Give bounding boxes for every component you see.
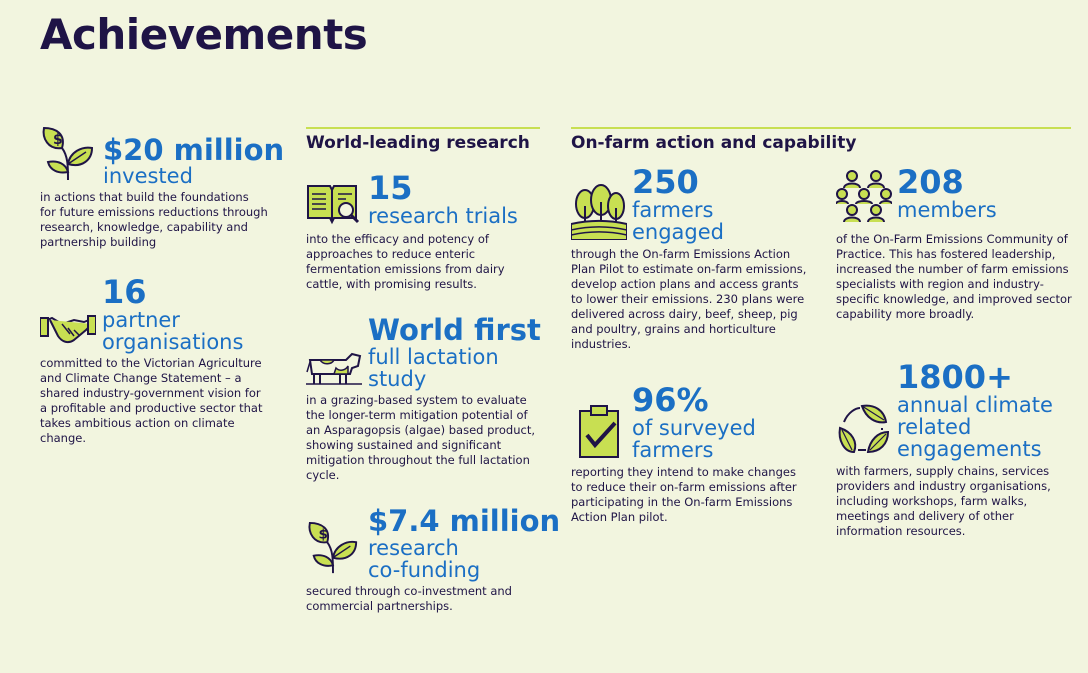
onfarm-section-rule	[571, 127, 1071, 129]
cofunding-label-2: co-funding	[368, 558, 481, 582]
partners-value: 16	[102, 273, 147, 311]
onfarm-section-title: On-farm action and capability	[571, 133, 857, 153]
invested-value: $20 million	[103, 133, 285, 167]
cofunding-value: $7.4 million	[368, 504, 561, 538]
partners-label-2: organisations	[102, 330, 244, 354]
engagements-value: 1800+	[897, 358, 1013, 396]
farmers-label-1: farmers	[632, 198, 714, 222]
partners-description: committed to the Victorian Agriculture and Climate Change Statement – a shared industry-government vision for a profitable and productive sector that takes ambitious action on climate change.	[40, 356, 263, 445]
handshake-icon	[40, 310, 96, 350]
clipboard-check-icon	[577, 403, 621, 459]
trials-value: 15	[368, 169, 413, 207]
lactation-description: in a grazing-based system to evaluate the longer-term mitigation potential of an Asparagopsis (algae) based product, showing sustained and significant mitigation throughout the full lactation cycle.	[306, 393, 535, 482]
invested-label: invested	[103, 164, 193, 188]
engagements-label-2: related	[897, 415, 972, 439]
farmers-description: through the On-farm Emissions Action Plan Pilot to estimate on-farm emissions, develop action plans and access grants to lower their emissions. 230 plans were delivered across dairy, beef, sheep, pig and poultry, grains and horticulture industries.	[571, 247, 807, 351]
research-section-rule	[306, 127, 540, 129]
lactation-label-1: full lactation	[368, 345, 499, 369]
surveyed-label-2: farmers	[632, 438, 714, 462]
people-group-icon	[836, 170, 892, 224]
invested-description: in actions that build the foundations for future emissions reductions through research, knowledge, capability and partnership building	[40, 190, 268, 249]
leaves-cycle-icon	[836, 402, 890, 456]
engagements-label-3: engagements	[897, 437, 1042, 461]
cow-icon	[306, 350, 362, 386]
members-description: of the On-Farm Emissions Community of Practice. This has fostered leadership, increased the number of farm emissions specialists with region and industry-specific knowledge, and improved sector capability more broadly.	[836, 232, 1072, 321]
engagements-description: with farmers, supply chains, services providers and industry organisations, including workshops, farm walks, meetings and delivery of other information resources.	[836, 464, 1051, 538]
members-label: members	[897, 198, 997, 222]
partners-label-1: partner	[102, 308, 180, 332]
cofunding-label-1: research	[368, 536, 459, 560]
money-plant-icon	[40, 126, 96, 182]
surveyed-value: 96%	[632, 381, 709, 419]
svg-text:$: $	[53, 132, 63, 148]
book-magnifier-icon	[306, 182, 360, 226]
farmers-value: 250	[632, 163, 699, 201]
svg-text:$: $	[318, 526, 328, 543]
page-title: Achievements	[40, 10, 368, 59]
engagements-label-1: annual climate	[897, 393, 1053, 417]
farmers-label-2: engaged	[632, 220, 725, 244]
trials-label: research trials	[368, 204, 518, 228]
research-section-title: World-leading research	[306, 133, 530, 153]
lactation-label-2: study	[368, 367, 427, 391]
members-value: 208	[897, 163, 964, 201]
cofunding-description: secured through co-investment and commercial partnerships.	[306, 584, 512, 613]
lactation-value: World first	[368, 313, 541, 347]
surveyed-label-1: of surveyed	[632, 416, 756, 440]
surveyed-description: reporting they intend to make changes to reduce their on-farm emissions after participating in the On-farm Emissions Action Plan pilot.	[571, 465, 797, 524]
money-plant-icon	[306, 520, 360, 576]
trials-description: into the efficacy and potency of approaches to reduce enteric fermentation emissions from dairy cattle, with promising results.	[306, 232, 505, 291]
farm-trees-icon	[571, 184, 627, 240]
